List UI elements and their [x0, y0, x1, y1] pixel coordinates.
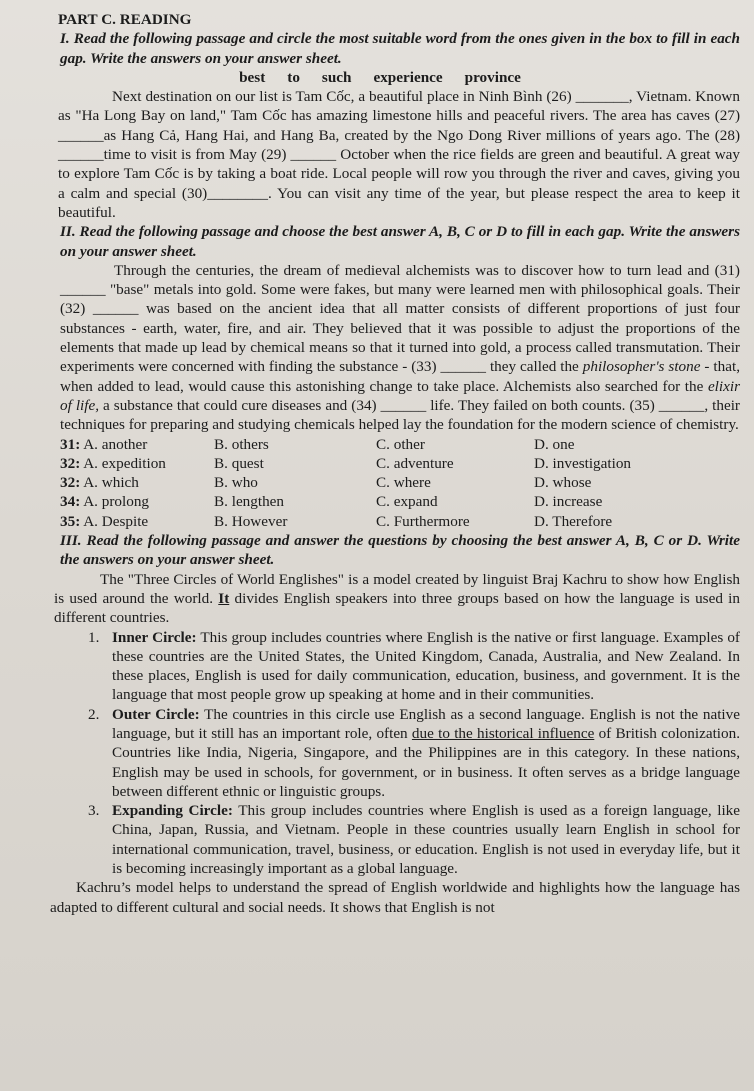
option-row — [60, 473, 740, 492]
option-c[interactable]: C. other — [376, 435, 425, 453]
list-item — [88, 628, 740, 705]
section3-intro — [54, 570, 740, 628]
list-text — [112, 801, 740, 878]
passage-italic: philosopher's stone — [582, 358, 701, 376]
answer-options — [60, 435, 740, 531]
option-d[interactable]: D. investigation — [534, 454, 632, 472]
option-d[interactable]: D. Therefore — [534, 512, 613, 530]
list-body: This group includes countries where English is used as a foreign language, like China, Japan, Russia, and Vietnam. People in these countries usually learn English in school for international communication, travel, business, or education. English is not used in everyday life, but it is becoming increasingly important as a global language. — [112, 802, 740, 878]
option-number: 34: — [60, 493, 81, 511]
option-b[interactable]: B. who — [214, 474, 258, 492]
list-title: Outer Circle: — [112, 705, 200, 723]
option-a[interactable]: A. which — [83, 474, 139, 492]
option-a[interactable]: A. another — [83, 435, 148, 453]
option-row — [60, 454, 740, 473]
section3-closing: Kachru’s model helps to understand the spread of English worldwide and highlights how the language has adapted to different cultural and social needs. It shows that English is not — [50, 879, 740, 916]
list-title: Expanding Circle: — [112, 802, 233, 820]
option-d[interactable]: D. one — [534, 435, 575, 453]
section1-instruction: I. Read the following passage and circle the most suitable word from the ones given in the box to fill in each gap. Write the answers on your answer sheet. — [60, 30, 740, 67]
passage-text: a substance that could cure diseases and (34) ______ life. They failed on both counts. (35) ______, their techniques for preparing and studying chemicals helped lay the foundation for the modern science of chemistry. — [60, 396, 740, 434]
list-number: 3. — [88, 802, 100, 820]
list-item — [88, 801, 740, 878]
option-c[interactable]: C. adventure — [376, 454, 454, 472]
option-number: 32: — [60, 474, 81, 492]
option-row — [60, 512, 740, 531]
word-box-item: experience — [373, 68, 443, 86]
option-number: 35: — [60, 512, 81, 530]
circles-list — [88, 628, 740, 879]
list-text — [112, 628, 740, 705]
part-heading: PART C. READING — [58, 11, 192, 28]
option-c[interactable]: C. Furthermore — [376, 512, 470, 530]
word-box-item: best — [239, 68, 266, 86]
section2-instruction: II. Read the following passage and choose the best answer A, B, C or D to fill in each gap. Write the answers on your answer sheet. — [60, 223, 740, 260]
option-c[interactable]: C. expand — [376, 493, 438, 511]
passage-text: - that, when added to lead, would cause this astonishing change to take place. Alchemists also searched for the — [60, 358, 740, 395]
section2-passage — [60, 261, 740, 435]
word-box — [20, 68, 740, 87]
option-number: 31: — [60, 435, 81, 453]
list-body: of British colonization. Countries like India, Nigeria, Singapore, and the Philippines are in this category. In these nations, English may be used in schools, for government, or in business. It often serves as a bridge language between different ethnic or linguistic groups. — [112, 724, 740, 800]
word-box-item: to — [287, 68, 300, 86]
word-box-item: such — [321, 68, 352, 86]
list-body: This group includes countries where English is the native or first language. Examples of these countries are the United States, the United Kingdom, Canada, Australia, and New Zealand. In these places, English is used for daily communication, education, business, and government. It is the language that most people grow up speaking at home and in their communities. — [112, 628, 740, 704]
option-number: 32: — [60, 454, 81, 472]
intro-text: The "Three Circles of World Englishes" is a model created by linguist Braj Kachru to show how English is used around the world. — [54, 570, 740, 607]
referent-it: It — [218, 589, 230, 607]
option-b[interactable]: B. quest — [214, 454, 264, 472]
option-b[interactable]: B. others — [214, 435, 269, 453]
underlined-phrase: due to the historical influence — [411, 724, 595, 742]
option-d[interactable]: D. whose — [534, 474, 592, 492]
section1-passage: Next destination on our list is Tam Cốc, a beautiful place in Ninh Bình (26) _______, Vietnam. Known as "Ha Long Bay on land," Tam Cốc has amazing limestone hills and peaceful rivers. The area has caves (27) ______as Hang Cả, Hang Hai, and Hang Ba, created by the Ngo Dong River millions of years ago. The (28) ______time to visit is from May (29) ______ October when the rice fields are green and beautiful. A great way to explore Tam Cốc is by taking a boat ride. Local people will row you through the river and caves, giving you a calm and special (30)________. You can visit any time of the year, but please respect the area to keep it beautiful. — [58, 88, 740, 221]
list-text — [112, 705, 740, 801]
list-item — [88, 705, 740, 801]
list-number: 2. — [88, 705, 100, 723]
list-body: The countries in this circle use English as a second language. English is not the native language, but it still has an important role, often — [112, 705, 740, 742]
option-row — [60, 435, 740, 454]
option-d[interactable]: D. increase — [534, 493, 603, 511]
option-row — [60, 492, 740, 511]
list-title: Inner Circle: — [112, 628, 197, 646]
option-b[interactable]: B. lengthen — [214, 493, 285, 511]
option-a[interactable]: A. Despite — [83, 512, 149, 530]
passage-text: Through the centuries, the dream of medieval alchemists was to discover how to turn lead and (31) ______ "base" metals into gold. Some were fakes, but many were learned men with philosophical goals. Their (32) ______ was based on the ancient idea that all matter consists of different proportions of just four substances - earth, water, fire, and air. They believed that it was possible to adjust the proportions of the elements that made up lead by chemical means so that it turned into gold, a process called transmutation. Their experiments were concerned with finding the substance - (33) ______ they called the — [60, 261, 740, 376]
option-b[interactable]: B. However — [214, 512, 288, 530]
list-number: 1. — [88, 628, 100, 646]
intro-text: divides English speakers into three groups based on how the language is used in different countries. — [54, 589, 740, 627]
option-c[interactable]: C. where — [376, 474, 431, 492]
passage-italic: elixir of life, — [60, 377, 740, 414]
section3-instruction: III. Read the following passage and answer the questions by choosing the best answer A, B, C or D. Write the answers on your answer sheet. — [60, 532, 740, 569]
option-a[interactable]: A. prolong — [83, 493, 150, 511]
word-box-item: province — [464, 68, 521, 86]
option-a[interactable]: A. expedition — [83, 454, 166, 472]
